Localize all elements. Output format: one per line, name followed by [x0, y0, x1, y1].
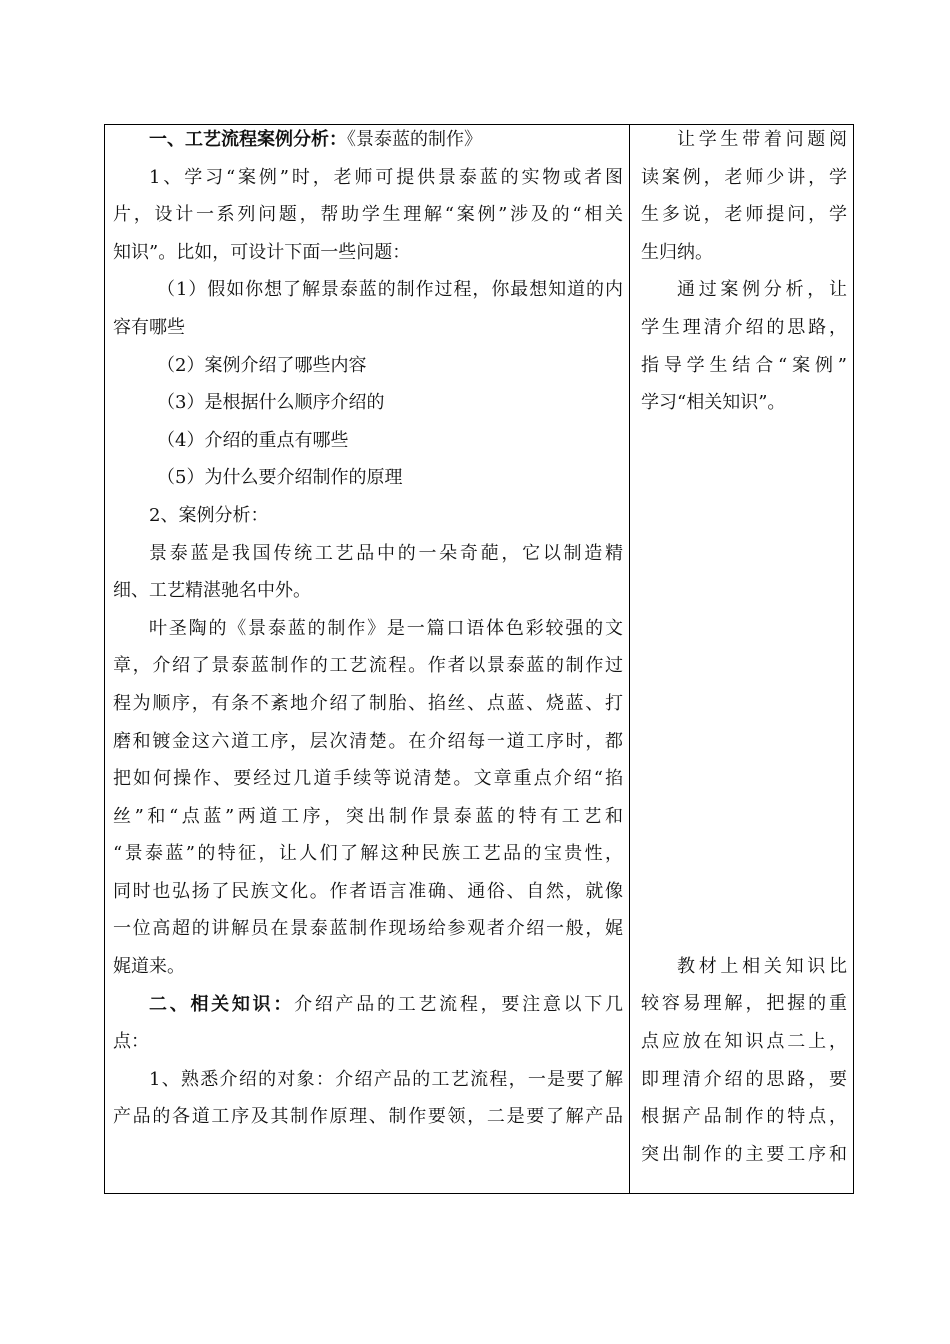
paragraph-line: 丝”和“点蓝”两道工序，突出制作景泰蓝的特有工艺和	[113, 805, 623, 827]
paragraph-line: 同时也弘扬了民族文化。作者语言准确、通俗、自然，就像	[113, 880, 623, 902]
paragraph-line: 景泰蓝是我国传统工艺品中的一朵奇葩，它以制造精	[149, 542, 623, 564]
note-line: 学习“相关知识”。	[641, 392, 786, 414]
paragraph-line: 1、学习“案例”时，老师可提供景泰蓝的实物或者图	[149, 166, 623, 188]
question-line: （1）假如你想了解景泰蓝的制作过程，你最想知道的内	[157, 279, 623, 301]
section2-intro: 介绍产品的工艺流程，要注意以下几	[294, 993, 624, 1015]
note-line: 生多说，老师提问，学	[641, 204, 847, 226]
note-line: 根据产品制作的特点，	[641, 1106, 847, 1128]
note-line: 突出制作的主要工序和	[641, 1143, 847, 1165]
section1-heading: 一、工艺流程案例分析：	[149, 129, 347, 150]
note-line: 即理清介绍的思路，要	[641, 1068, 847, 1090]
section1-title: 《景泰蓝的制作》	[347, 129, 482, 150]
paragraph-line: 磨和镀金这六道工序，层次清楚。在介绍每一道工序时，都	[113, 730, 623, 752]
paragraph-line: 程为顺序，有条不紊地介绍了制胎、掐丝、点蓝、烧蓝、打	[113, 692, 623, 714]
section2-heading-line	[113, 986, 623, 1024]
note-line: 指导学生结合“案例”	[641, 354, 847, 376]
note-line: 教材上相关知识比	[677, 955, 847, 977]
column-divider	[629, 124, 630, 1194]
paragraph-line: 产品的各道工序及其制作原理、制作要领，二是要了解产品	[113, 1106, 623, 1128]
question-line: （4）介绍的重点有哪些	[157, 429, 349, 451]
note-line: 学生理清介绍的思路，	[641, 316, 847, 338]
paragraph-line: 叶圣陶的《景泰蓝的制作》是一篇口语体色彩较强的文	[149, 617, 623, 639]
paragraph-line: 知识”。比如，可设计下面一些问题：	[113, 241, 411, 263]
paragraph-line: 2、案例分析：	[149, 504, 269, 526]
note-spacer	[641, 422, 847, 948]
paragraph-line: 娓道来。	[113, 956, 185, 978]
paragraph-line: 细、工艺精湛驰名中外。	[113, 580, 311, 602]
question-line: 容有哪些	[113, 316, 185, 338]
paragraph-line: 点：	[113, 1031, 149, 1053]
paragraph-line: 片，设计一系列问题，帮助学生理解“案例”涉及的“相关	[113, 204, 623, 226]
paragraph-line: 1、熟悉介绍的对象：介绍产品的工艺流程，一是要了解	[149, 1068, 623, 1090]
note-line: 生归纳。	[641, 241, 713, 263]
question-line: （2）案例介绍了哪些内容	[157, 354, 367, 376]
note-line: 点应放在知识点二上，	[641, 1030, 847, 1052]
section1-heading-line	[113, 121, 623, 159]
main-content-column	[113, 121, 623, 1136]
question-line: （5）为什么要介绍制作的原理	[157, 467, 403, 489]
paragraph-line: 章，介绍了景泰蓝制作的工艺流程。作者以景泰蓝的制作过	[113, 655, 623, 677]
note-line: 通过案例分析，让	[677, 279, 847, 301]
paragraph-line: 把如何操作、要经过几道手续等说清楚。文章重点介绍“掐	[113, 768, 623, 790]
note-line: 让学生带着问题阅	[677, 129, 847, 150]
note-line: 较容易理解，把握的重	[641, 993, 847, 1015]
teaching-notes-column	[641, 121, 847, 1173]
note-line: 读案例，老师少讲，学	[641, 166, 847, 188]
question-line: （3）是根据什么顺序介绍的	[157, 392, 385, 414]
paragraph-line: “景泰蓝”的特征，让人们了解这种民族工艺品的宝贵性，	[113, 843, 623, 865]
section2-heading: 二、相关知识：	[149, 993, 295, 1015]
paragraph-line: 一位高超的讲解员在景泰蓝制作现场给参观者介绍一般，娓	[113, 918, 623, 940]
